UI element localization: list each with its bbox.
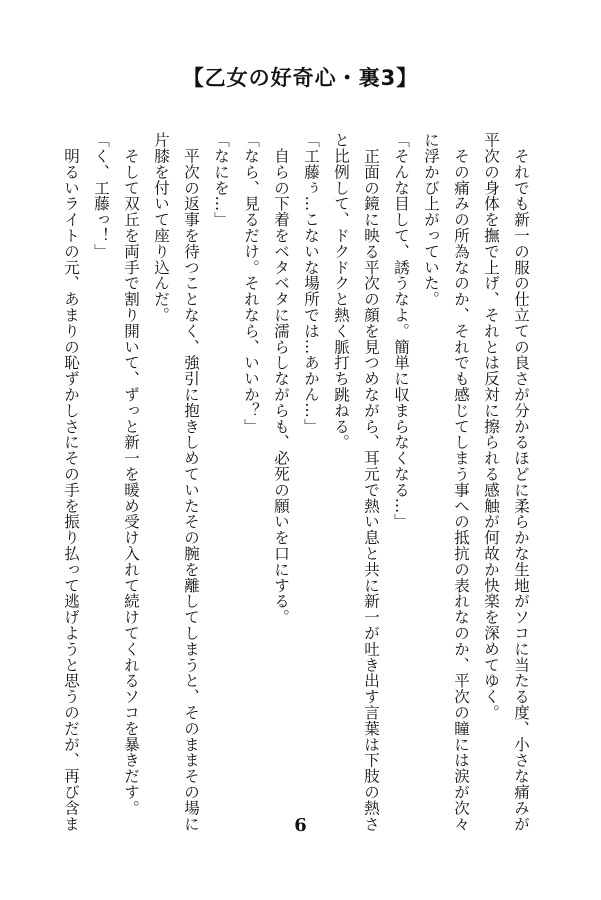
- text-line: 「く、工藤っ！」: [92, 132, 110, 260]
- page-number: 6: [294, 815, 307, 836]
- text-line: そして双丘を両手で割り開いて、ずっと新一を暖め受け入れて続けてくれるソコを暴きだす。: [122, 132, 140, 816]
- text-line: に浮かび上がっていた。: [422, 132, 440, 307]
- text-line: 「なにを…」: [212, 132, 230, 228]
- text-line: 正面の鏡に映る平次の顔を見つめながら、耳元で熱い息と共に新一が吐き出す言葉は下肢の熱さ: [362, 132, 380, 832]
- text-line: 「そんな目して、誘うなよ。簡単に収まらなくなる…」: [392, 132, 410, 530]
- text-line: と比例して、ドクドクと熱く脈打ち跳ねる。: [332, 132, 350, 450]
- text-line: 明るいライトの元、あまりの恥ずかしさにその手を振り払って逃げようと思うのだが、再び含ま: [62, 132, 80, 832]
- text-line: それでも新一の服の仕立ての良さが分かるほどに柔らかな生地がソコに当たる度、小さな痛みが: [512, 132, 530, 832]
- text-line: 片膝を付いて座り込んだ。: [152, 132, 170, 323]
- text-line: 「なら、見るだけ。それなら、いいか？」: [242, 132, 260, 435]
- text-line: その痛みの所為なのか、それでも感じてしまう事への抵抗の表れなのか、平次の瞳には涙が次々: [452, 132, 470, 832]
- text-line: 「工藤ぅ…こないな場所では…あかん…」: [302, 132, 320, 435]
- text-line: 自らの下着をベタベタに濡らしながらも、必死の願いを口にする。: [272, 132, 290, 625]
- text-line: 平次の身体を撫で上げ、それとは反対に擦られる感触が何故か快楽を深めてゆく。: [482, 132, 500, 721]
- vertical-body-text: [62, 132, 536, 832]
- text-line: 平次の返事を待つことなく、強引に抱きしめていたその腕を離してしまうと、そのままその場に: [182, 132, 200, 832]
- chapter-title: 【乙女の好奇心・裏3】: [182, 66, 419, 90]
